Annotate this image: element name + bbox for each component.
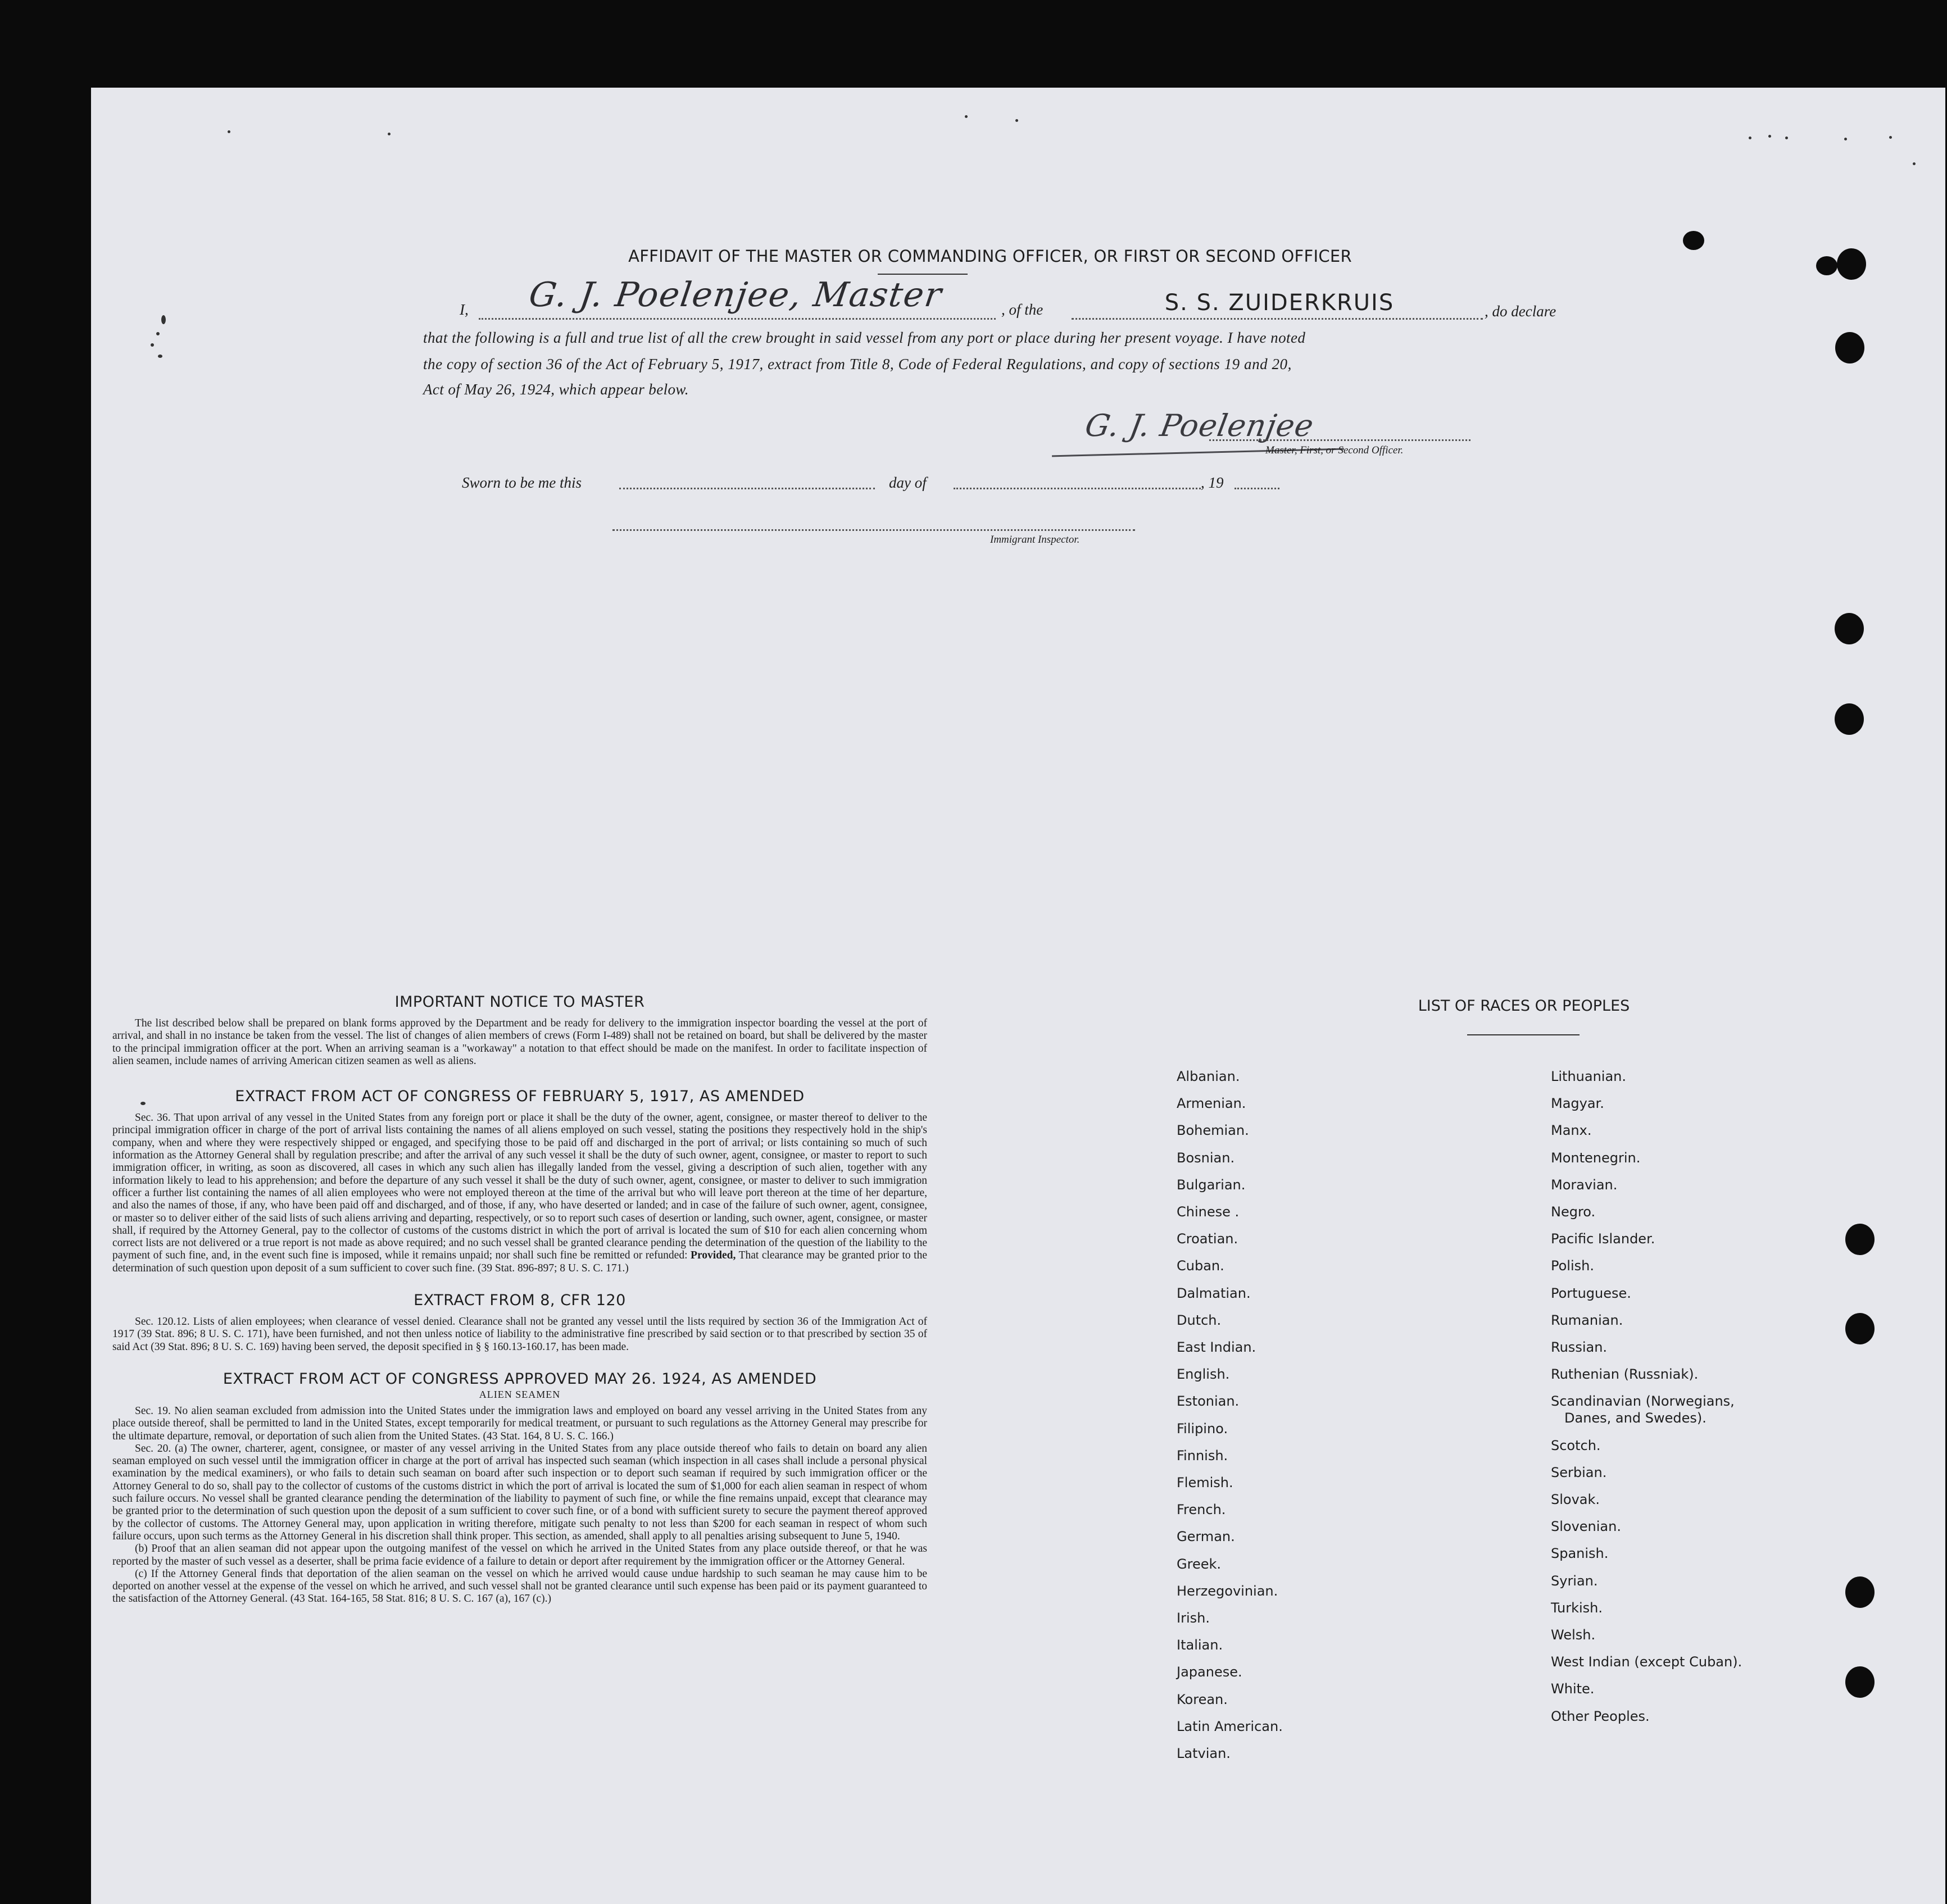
- affidavit-line-4: Act of May 26, 1924, which appear below.: [423, 381, 689, 398]
- race-item: Russian.: [1551, 1339, 1608, 1355]
- extract-1924-title: EXTRACT FROM ACT OF CONGRESS APPROVED MAY 26. 1924, AS AMENDED: [223, 1370, 817, 1388]
- vessel-line: [1072, 318, 1483, 320]
- sworn-month-line: [954, 488, 1201, 489]
- punch-hole: [1683, 231, 1704, 250]
- notice-body: The list described below shall be prepared on blank forms approved by the Department and be ready for delivery to the immigration inspector boarding the vessel at the port of arrival, and shall in no instance be taken from the vessel. The list of changes of alien members of crews (Form I-489) shall not be retained on board, but shall be delivered by the master to the principal immigration officer at the port. When an arriving seaman is a "workaway" a notation to that effect should be made on the manifest. In order to facilitate inspection of alien seamen, include names of arriving American citizen seamen as well as aliens.: [112, 1017, 927, 1067]
- race-item: Montenegrin.: [1551, 1149, 1641, 1166]
- race-item: Pacific Islander.: [1551, 1231, 1655, 1247]
- year-prefix: , 19: [1201, 474, 1224, 491]
- speck: [156, 332, 160, 335]
- extract-1924-sec20a: Sec. 20. (a) The owner, charterer, agent, consignee, or master of any vessel arriving in the United States from any place outside thereof who fails to detain on board any alien seaman employed on such vessel until the immigration officer in charge at the port of arrival has inspected such seaman (which inspection in all cases shall include a personal physical examination by the medical examiners), or who fails to detain such seaman on board after such inspection or to deport such seaman if required by such immigration officer or the Attorney General to do so, shall pay to the collector of customs of the customs district in which the port of arrival is located the sum of $1,000 for each alien seaman in respect of whom such failure occurs. No vessel shall be granted clearance pending the determination of the liability to payment of such fine, or while the fine remains unpaid, except that clearance may be granted prior to the determination of such question upon the deposit of a sum sufficient to cover such fine, or of a bond with sufficient surety to secure the payment thereof approved by the collector of customs. The Attorney General may, upon application in writing therefore, mitigate such penalty to not less than $200 for each seaman in respect of whom such failure occurs, upon such terms as the Attorney General in his discretion shall think proper. This section, as amended, shall apply to all penalties arising subsequent to June 5, 1940.: [112, 1442, 927, 1542]
- extract-1917-text: Sec. 36. That upon arrival of any vessel in the United States from any foreign port or place it shall be the duty of the owner, agent, consignee, or master thereof to deliver to the principal immigration officer in charge of the port of arrival lists containing the names of all aliens employed on such vessel, stating the positions they respectively hold in the ship's company, when and where they were respectively shipped or engaged, and specifying those to be paid off and discharged in the port of arrival; or lists containing so much of such information as the Attorney General shall by regulation prescribe; and after the arrival of any such vessel it shall be the duty of such owner, agent, consignee, or master to report to such immigration officer, in writing, as soon as discovered, all cases in which any such alien has illegally landed from the vessel, giving a description of such alien, together with any information likely to lead to his apprehension; and before the departure of any such vessel it shall be the duty of such owner, agent, consignee, or master to deliver to such immigration officer a further list containing the names of all alien employees who were not employed thereon at the time of the arrival but who will leave port thereon at the time of her departure, and also the names of those, if any, who have been paid off and discharged, and of those, if any, who have deserted or landed; and in case of the failure of such owner, agent, consignee, or master so to deliver either of the said lists of such aliens arriving and departing, respectively, or so to report such cases of desertion or landing, such owner, agent, consignee, or master shall, if required by the Attorney General, pay to the collector of customs of the customs district in which the port of arrival is located the sum of $10 for each alien concerning whom correct lists are not delivered or a true report is not made as above required; and no such vessel shall be granted clearance pending the determination of the question of the liability to the payment of such fine, and, in the event such fine is imposed, while it remains unpaid; nor shall such fine be remitted or refunded:: [112, 1112, 927, 1262]
- punch-hole: [1845, 1576, 1875, 1608]
- race-item: Spanish.: [1551, 1546, 1609, 1562]
- race-item: Moravian.: [1551, 1176, 1618, 1193]
- race-item: Polish.: [1551, 1258, 1594, 1274]
- race-item: Irish.: [1177, 1610, 1210, 1626]
- affidavit-line-2: that the following is a full and true list of all the crew brought in said vessel from any port or place during her present voyage. I have noted: [423, 329, 1306, 346]
- race-item: Portuguese.: [1551, 1285, 1631, 1301]
- speck: [1913, 162, 1916, 165]
- notice-column: [112, 993, 927, 1606]
- race-item: English.: [1177, 1366, 1230, 1383]
- master-name-handwritten: G. J. Poelenjee, Master: [527, 275, 945, 315]
- speck: [1785, 137, 1788, 139]
- race-item: Japanese.: [1177, 1664, 1242, 1680]
- punch-hole: [1845, 1666, 1875, 1698]
- race-item: Italian.: [1177, 1637, 1223, 1653]
- year-line: [1235, 488, 1279, 489]
- race-item: Manx.: [1551, 1123, 1592, 1139]
- extract-1917-title: EXTRACT FROM ACT OF CONGRESS OF FEBRUARY 5, 1917, AS AMENDED: [235, 1088, 805, 1106]
- speck: [1015, 119, 1018, 122]
- speck: [158, 355, 162, 358]
- race-item: Dalmatian.: [1177, 1285, 1251, 1301]
- extract-cfr-title: EXTRACT FROM 8, CFR 120: [414, 1292, 626, 1310]
- affidavit-line-3: the copy of section 36 of the Act of February 5, 1917, extract from Title 8, Code of Federal Regulations, and copy of sections 19 and 20,: [423, 356, 1292, 372]
- vessel-name: S. S. ZUIDERKRUIS: [1164, 290, 1395, 316]
- punch-hole: [1816, 256, 1837, 275]
- race-item: Scotch.: [1551, 1437, 1601, 1453]
- speck: [161, 315, 166, 324]
- race-item: Syrian.: [1551, 1573, 1598, 1589]
- notice-title: IMPORTANT NOTICE TO MASTER: [394, 993, 645, 1011]
- race-item: Korean.: [1177, 1691, 1228, 1707]
- race-item: Serbian.: [1551, 1464, 1607, 1480]
- race-item: Welsh.: [1551, 1627, 1596, 1643]
- race-item: Flemish.: [1177, 1475, 1233, 1491]
- extract-cfr-body: Sec. 120.12. Lists of alien employees; when clearance of vessel denied. Clearance shall not be granted any vessel until the lists required by section 36 of the Immigration Act of 1917 (39 Stat. 896; 8 U. S. C. 171), have been furnished, and not then unless notice of liability to the administrative fine prescribed by said section or to that prescribed by section 35 of said Act (39 Stat. 896; 8 U. S. C. 169) having been served, the deposit specified in § § 160.13-160.17, has been made.: [112, 1316, 927, 1353]
- master-name-line: [479, 318, 996, 320]
- race-item: Filipino.: [1177, 1420, 1228, 1437]
- race-item: Slovak.: [1551, 1492, 1600, 1507]
- extract-1924-sec20c: (c) If the Attorney General finds that deportation of the alien seaman on the vessel on which he arrived would cause undue hardship to such seaman he may cause him to be deported on another vessel at the expense of the vessel on which he arrived, and such vessel shall not be granted clearance until such expense has been paid or its payment guaranteed to the satisfaction of the Attorney General. (43 Stat. 164-165, 58 Stat. 816; 8 U. S. C. 167 (a), 167 (c).): [112, 1567, 927, 1605]
- speck: [1844, 138, 1847, 140]
- race-item: Cuban.: [1177, 1258, 1224, 1274]
- document-page: [91, 88, 1945, 1904]
- race-item: Other Peoples.: [1551, 1708, 1650, 1724]
- extract-1917-bold: Provided,: [691, 1249, 736, 1262]
- race-item: Finnish.: [1177, 1447, 1228, 1464]
- sworn-label: Sworn to be me this: [462, 474, 582, 491]
- extract-1917-text-end: That clearance may be granted prior to the determination of such question upon deposit of a sum sufficient to cover such fine. (39 Stat. 896-897; 8 U. S. C. 171.): [112, 1249, 928, 1274]
- i-label: I,: [460, 301, 469, 318]
- races-title: LIST OF RACES OR PEOPLES: [1418, 997, 1630, 1015]
- do-declare-label: , do declare: [1485, 303, 1556, 320]
- race-item: Estonian.: [1177, 1393, 1240, 1410]
- sworn-day-line: [619, 488, 875, 489]
- race-item: Scandinavian (Norwegians,: [1551, 1393, 1735, 1410]
- race-item: Latin American.: [1177, 1718, 1283, 1734]
- race-item: Slovenian.: [1551, 1519, 1621, 1535]
- title-rule: [878, 274, 968, 275]
- speck: [1749, 137, 1751, 139]
- extract-1924-subtitle: ALIEN SEAMEN: [479, 1388, 561, 1400]
- race-item: Armenian.: [1177, 1096, 1246, 1112]
- race-item: West Indian (except Cuban).: [1551, 1654, 1742, 1670]
- punch-hole: [1835, 613, 1864, 644]
- race-item: Bosnian.: [1177, 1149, 1235, 1166]
- inspector-line: [612, 529, 1135, 531]
- officer-signature-handwritten: G. J. Poelenjee: [1082, 408, 1317, 443]
- race-item: Herzegovinian.: [1177, 1583, 1278, 1599]
- race-item: East Indian.: [1177, 1339, 1256, 1355]
- race-item: German.: [1177, 1529, 1235, 1545]
- speck: [228, 130, 230, 133]
- race-item: French.: [1177, 1502, 1226, 1518]
- race-item: Magyar.: [1551, 1096, 1604, 1112]
- speck: [151, 343, 154, 347]
- race-item: Croatian.: [1177, 1231, 1238, 1247]
- speck: [965, 115, 968, 118]
- race-item: Rumanian.: [1551, 1312, 1623, 1328]
- race-item: Latvian.: [1177, 1746, 1231, 1761]
- signature-line: [1209, 439, 1471, 441]
- affidavit-title: AFFIDAVIT OF THE MASTER OR COMMANDING OFFICER, OR FIRST OR SECOND OFFICER: [628, 247, 1352, 266]
- speck: [388, 133, 391, 135]
- extract-1924-sec20b: (b) Proof that an alien seaman did not appear upon the outgoing manifest of the vessel on which he arrived in the United States from any place outside thereof, or that he was reported by the master of such vessel as a deserter, shall be prima facie evidence of a failure to detain or deport after requirement by the immigration officer or the Attorney General.: [112, 1543, 927, 1567]
- race-item: Bulgarian.: [1177, 1176, 1246, 1193]
- race-item: White.: [1551, 1681, 1595, 1697]
- extract-1917-body: [112, 1112, 927, 1275]
- speck: [1889, 136, 1892, 139]
- day-of-label: day of: [889, 474, 927, 491]
- race-item: Dutch.: [1177, 1312, 1222, 1328]
- race-item: Albanian.: [1177, 1069, 1240, 1084]
- speck: [1768, 135, 1771, 138]
- punch-hole: [1835, 703, 1864, 735]
- extract-1924-sec19: Sec. 19. No alien seaman excluded from admission into the United States under the immigration laws and employed on board any vessel arriving in the United States from any place outside thereof, shall be permitted to land in the United States, except temporarily for medical treatment, or pursuant to such regulations as the Attorney General may prescribe for the ultimate departure, removal, or deportation of such alien from the United States. (43 Stat. 164, 8 U. S. C. 166.): [112, 1405, 927, 1442]
- race-item: Ruthenian (Russniak).: [1551, 1366, 1699, 1383]
- inspector-caption: Immigrant Inspector.: [990, 534, 1080, 546]
- race-item: Bohemian.: [1177, 1123, 1249, 1139]
- punch-hole: [1845, 1224, 1875, 1255]
- race-item: Turkish.: [1551, 1599, 1603, 1616]
- punch-hole: [1835, 332, 1864, 363]
- race-item: Lithuanian.: [1551, 1069, 1627, 1084]
- race-item: Chinese .: [1177, 1204, 1240, 1220]
- race-item: Danes, and Swedes).: [1564, 1410, 1707, 1426]
- signature-caption: Master, First, or Second Officer.: [1265, 444, 1404, 456]
- race-item: Greek.: [1177, 1556, 1221, 1572]
- races-title-rule: [1467, 1034, 1580, 1035]
- of-the-label: , of the: [1001, 301, 1043, 318]
- race-item: Negro.: [1551, 1204, 1596, 1220]
- punch-hole: [1845, 1313, 1875, 1344]
- punch-hole: [1837, 248, 1866, 280]
